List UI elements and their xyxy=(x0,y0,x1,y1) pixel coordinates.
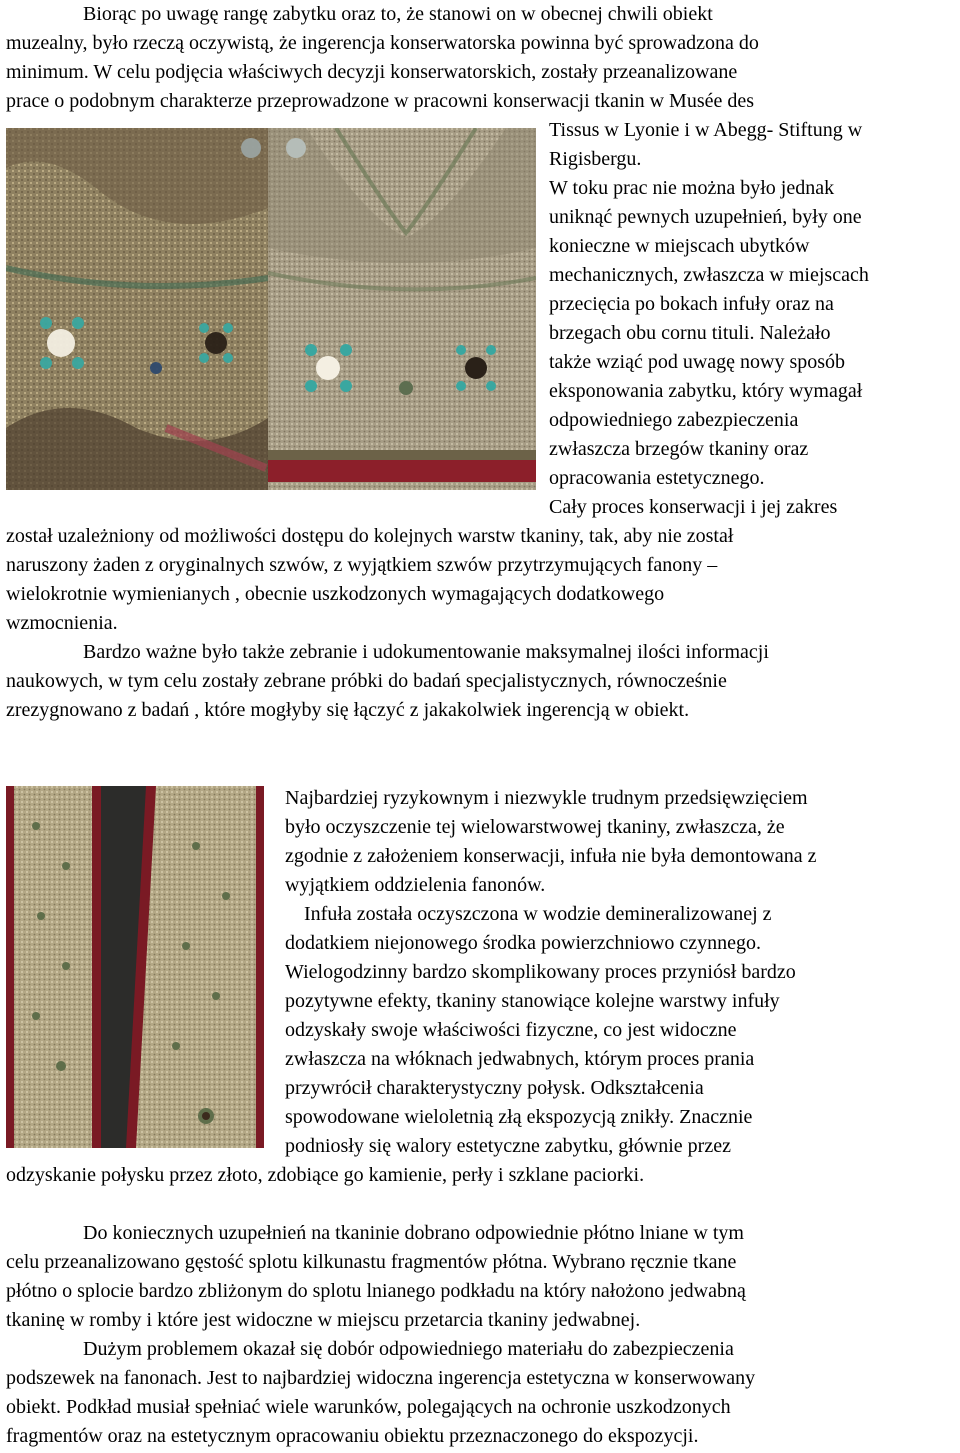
text-line: zwłaszcza brzegów tkaniny oraz xyxy=(549,438,809,460)
text-line: fragmentów oraz na estetycznym opracowaniu obiektu przeznaczonego do ekspozycji. xyxy=(6,1425,699,1447)
text-line: przecięcia po bokach infuły oraz na xyxy=(549,293,834,315)
text-line: celu przeanalizowano gęstość splotu kilkunastu fragmentów płótna. Wybrano ręcznie tkane xyxy=(6,1251,737,1273)
text-line: podszewek na fanonach. Jest to najbardziej widoczna ingerencja estetyczna w konserwowany xyxy=(6,1367,756,1389)
text-line: Tissus w Lyonie i w Abegg- Stiftung w xyxy=(549,119,863,141)
text-line: także wziąć pod uwagę nowy sposób xyxy=(549,351,846,373)
text-line: eksponowania zabytku, który wymagał xyxy=(549,380,863,402)
text-line: wzmocnienia. xyxy=(6,612,118,634)
text-line: muzealny, było rzeczą oczywistą, że ingerencja konserwatorska powinna być sprowadzona do xyxy=(6,32,759,54)
text-line: Bardzo ważne było także zebranie i udokumentowanie maksymalnej ilości informacji xyxy=(83,641,769,663)
text-line: Infuła została oczyszczona w wodzie demineralizowanej z xyxy=(304,903,772,925)
text-line: konieczne w miejscach ubytków xyxy=(549,235,810,257)
text-line: został uzależniony od możliwości dostępu do kolejnych warstw tkaniny, tak, aby nie został xyxy=(6,525,734,547)
text-line: dodatkiem niejonowego środka powierzchniowo czynnego. xyxy=(285,932,761,954)
fanon-strips-illustration xyxy=(6,786,264,1148)
text-line: zwłaszcza na włóknach jedwabnych, którym proces prania xyxy=(285,1048,755,1070)
mitre-fragment-illustration xyxy=(6,128,536,490)
text-line: pozytywne efekty, tkaniny stanowiące kolejne warstwy infuły xyxy=(285,990,780,1012)
text-line: Najbardziej ryzykownym i niezwykle trudnym przedsięwzięciem xyxy=(285,787,808,809)
text-line: podniosły się walory estetyczne zabytku, głównie przez xyxy=(285,1135,731,1157)
text-line: Wielogodzinny bardzo skomplikowany proces przyniósł bardzo xyxy=(285,961,796,983)
text-line: mechanicznych, zwłaszcza w miejscach xyxy=(549,264,869,286)
text-line: zgodnie z założeniem konserwacji, infuła nie była demontowana z xyxy=(285,845,817,867)
text-line: minimum. W celu podjęcia właściwych decyzji konserwatorskich, zostały przeanalizowane xyxy=(6,61,738,83)
text-line: przywrócił charakterystyczny połysk. Odkształcenia xyxy=(285,1077,704,1099)
text-line: naruszony żaden z oryginalnych szwów, z wyjątkiem szwów przytrzymujących fanony – xyxy=(6,554,718,576)
text-line: odpowiedniego zabezpieczenia xyxy=(549,409,799,431)
text-line: zrezygnowano z badań , które mogłyby się łączyć z jakakolwiek ingerencją w obiekt. xyxy=(6,699,690,721)
text-line: naukowych, w tym celu zostały zebrane próbki do badań specjalistycznych, równocześnie xyxy=(6,670,727,692)
text-line: Rigisbergu. xyxy=(549,148,642,170)
text-line: Do koniecznych uzupełnień na tkaninie dobrano odpowiednie płótno lniane w tym xyxy=(83,1222,744,1244)
mitre-fragment-photo xyxy=(6,128,536,490)
text-line: odzyskanie połysku przez złoto, zdobiące go kamienie, perły i szklane paciorki. xyxy=(6,1164,645,1186)
text-line: Biorąc po uwagę rangę zabytku oraz to, że stanowi on w obecnej chwili obiekt xyxy=(83,3,713,25)
text-line: W toku prac nie można było jednak xyxy=(549,177,835,199)
text-line: uniknąć pewnych uzupełnień, były one xyxy=(549,206,862,228)
text-line: Cały proces konserwacji i jej zakres xyxy=(549,496,838,518)
text-line: obiekt. Podkład musiał spełniać wiele warunków, polegających na ochronie uszkodzonych xyxy=(6,1396,731,1418)
text-line: było oczyszczenie tej wielowarstwowej tkaniny, zwłaszcza, że xyxy=(285,816,785,838)
text-line: płótno o splocie bardzo zbliżonym do splotu lnianego podkładu na który nałożono jedwabną xyxy=(6,1280,746,1302)
text-line: brzegach obu cornu tituli. Należało xyxy=(549,322,831,344)
text-line: Dużym problemem okazał się dobór odpowiedniego materiału do zabezpieczenia xyxy=(83,1338,734,1360)
text-line: spowodowane wieloletnią złą ekspozycją znikły. Znacznie xyxy=(285,1106,753,1128)
text-line: tkaninę w romby i które jest widoczne w miejscu przetarcia tkaniny jedwabnej. xyxy=(6,1309,641,1331)
text-line: wielokrotnie wymienianych , obecnie uszkodzonych wymagających dodatkowego xyxy=(6,583,665,605)
text-line: wyjątkiem oddzielenia fanonów. xyxy=(285,874,546,896)
text-line: odzyskały swoje właściwości fizyczne, co jest widoczne xyxy=(285,1019,737,1041)
text-line: opracowania estetycznego. xyxy=(549,467,765,489)
fanon-strips-photo xyxy=(6,786,264,1148)
text-line: prace o podobnym charakterze przeprowadzone w pracowni konserwacji tkanin w Musée des xyxy=(6,90,755,112)
